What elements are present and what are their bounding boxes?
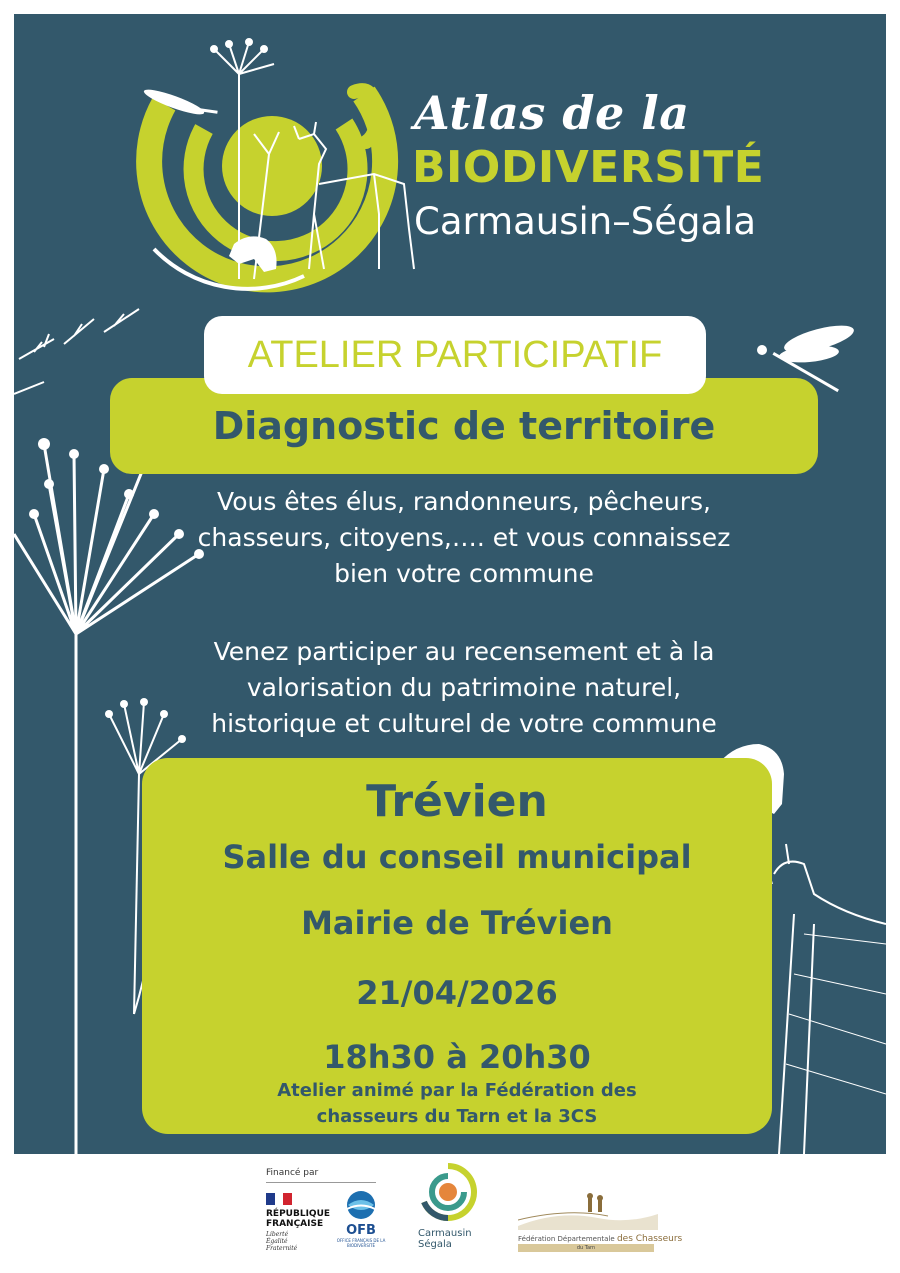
intro-paragraph-1 (164, 484, 764, 592)
carmausin-segala-logo (418, 1162, 488, 1250)
event-building: Mairie de Trévien (301, 904, 613, 942)
federation-chasseurs-logo (518, 1190, 683, 1252)
footer-logos (0, 1154, 900, 1273)
rf-motto-3: Fraternité (266, 1245, 298, 1252)
divider (266, 1182, 376, 1183)
intro-line: bien votre commune (334, 559, 594, 588)
marianne-flag-icon (266, 1193, 292, 1205)
ofb-label: OFB (346, 1223, 376, 1238)
event-town: Trévien (366, 776, 548, 827)
rf-line-1: RÉPUBLIQUE (266, 1209, 331, 1219)
cs-line-2: Ségala (418, 1239, 452, 1250)
event-host-line-2: chasseurs du Tarn et la 3CS (316, 1106, 598, 1127)
title-line-3: Carmausin–Ségala (414, 200, 757, 243)
ofb-globe-icon (344, 1190, 378, 1220)
deer-icon (764, 844, 886, 1154)
intro-line: Vous êtes élus, randonneurs, pêcheurs, (217, 487, 711, 516)
ofb-logo (336, 1190, 386, 1248)
hunters-landscape-icon (518, 1190, 658, 1230)
ofb-sub-label: OFFICE FRANÇAIS DE LA BIODIVERSITÉ (336, 1238, 386, 1248)
intro-line: chasseurs, citoyens,…. et vous connaissez (197, 523, 731, 552)
fdc-name: Fédération Départementale des Chasseurs (518, 1234, 683, 1244)
event-venue: Salle du conseil municipal (222, 838, 692, 876)
workshop-label-pill (204, 316, 706, 394)
rf-line-2: FRANÇAISE (266, 1219, 324, 1229)
event-host-line-1: Atelier animé par la Fédération des (277, 1080, 637, 1101)
intro-paragraph-2 (164, 634, 764, 742)
event-date: 21/04/2026 (356, 974, 558, 1012)
rf-motto-2: Égalité (266, 1238, 288, 1245)
rf-motto-1: Liberté (266, 1231, 289, 1238)
poster (14, 14, 886, 1154)
workshop-label: ATELIER PARTICIPATIF (247, 334, 663, 376)
intro-line: historique et culturel de votre commune (211, 709, 717, 738)
title-line-1: Atlas de la (414, 86, 690, 140)
title-line-2: BIODIVERSITÉ (412, 142, 765, 193)
event-details-box (142, 758, 772, 1134)
cs-swirl-icon (418, 1162, 478, 1224)
fdc-sub: du Tarn (518, 1244, 654, 1252)
funded-by-label: Financé par (266, 1168, 319, 1178)
event-time: 18h30 à 20h30 (323, 1038, 591, 1076)
workshop-subject: Diagnostic de territoire (212, 404, 716, 448)
republique-francaise-logo (266, 1190, 330, 1252)
intro-line: valorisation du patrimoine naturel, (246, 673, 682, 702)
cs-line-1: Carmausin (418, 1228, 472, 1239)
intro-line: Venez participer au recensement et à la (213, 637, 715, 666)
